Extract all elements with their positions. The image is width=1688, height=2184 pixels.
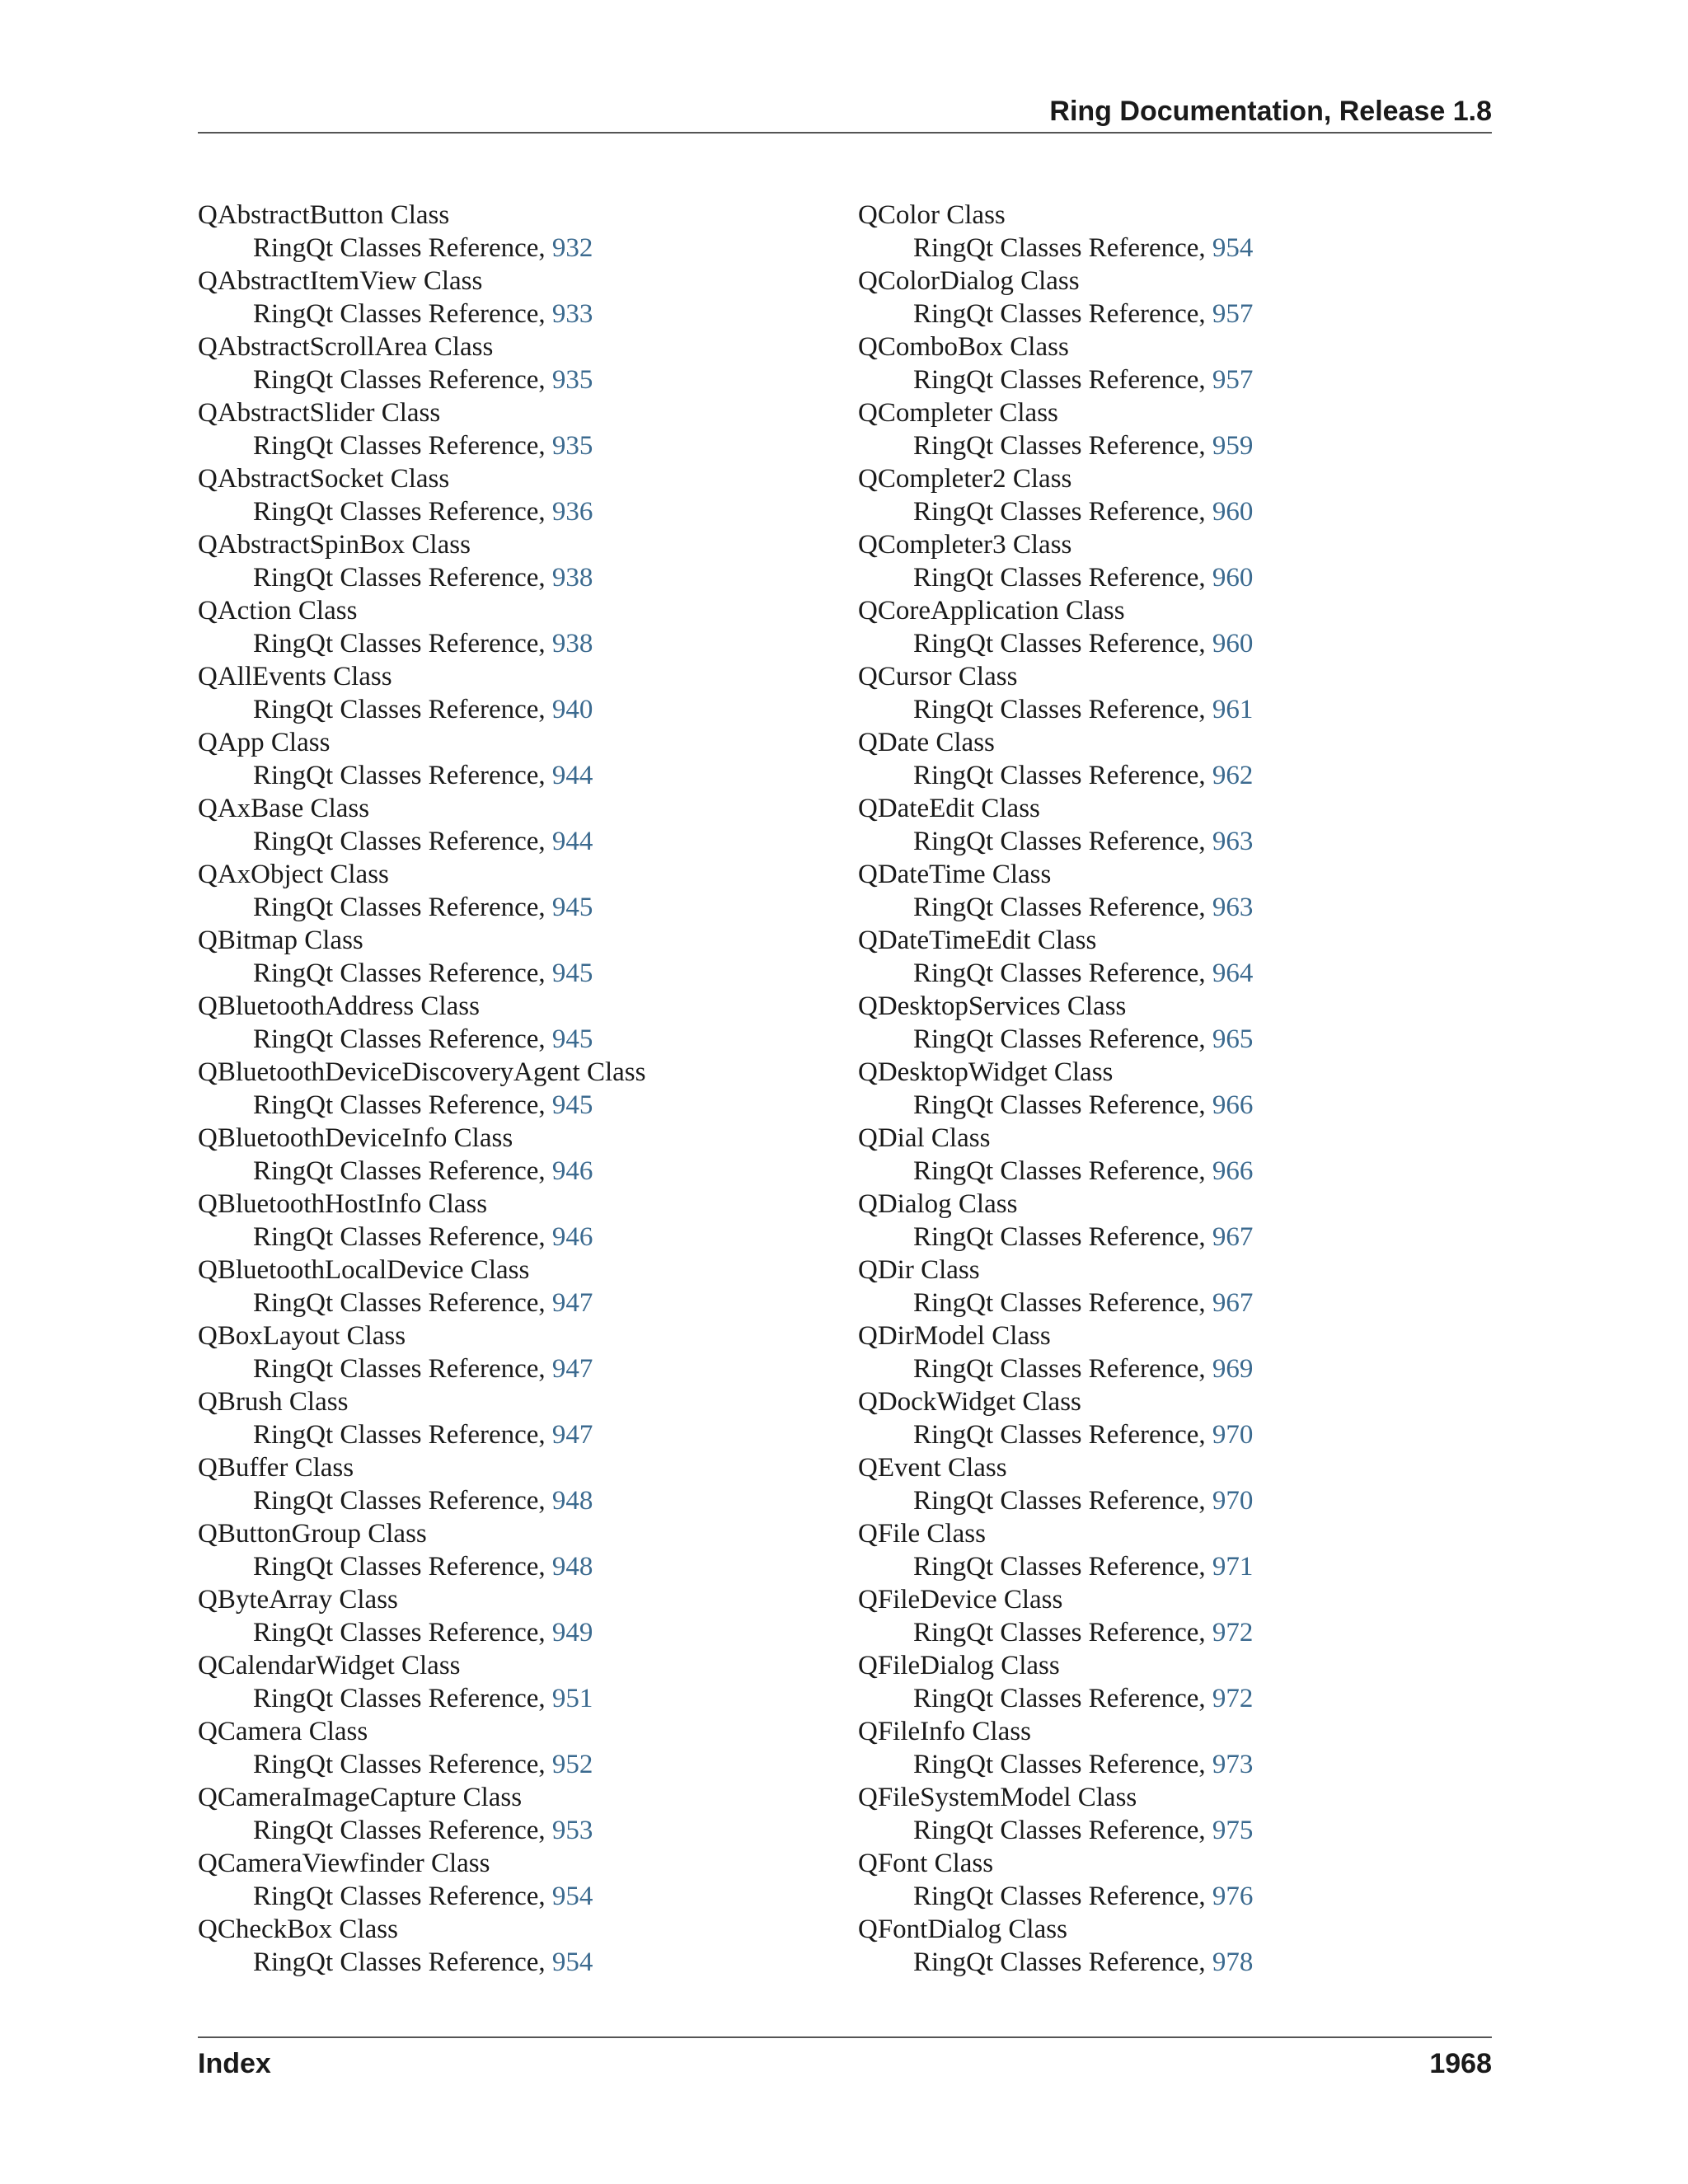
reference-label: RingQt Classes Reference, xyxy=(253,1486,552,1516)
reference-label: RingQt Classes Reference, xyxy=(913,761,1212,790)
reference-label: RingQt Classes Reference, xyxy=(253,1222,552,1252)
reference-label: RingQt Classes Reference, xyxy=(913,1750,1212,1779)
index-entry-name: QAction Class xyxy=(198,596,358,626)
reference-label: RingQt Classes Reference, xyxy=(253,233,552,263)
index-entry-name: QDirModel Class xyxy=(858,1321,1051,1351)
reference-label: RingQt Classes Reference, xyxy=(253,893,552,922)
footer-page-number: 1968 xyxy=(1429,2048,1492,2079)
index-entry-reference xyxy=(858,495,1501,528)
index-entry-reference xyxy=(858,298,1501,330)
page-link[interactable]: 960 xyxy=(1212,629,1254,658)
page-link[interactable]: 978 xyxy=(1212,1947,1254,1977)
index-entry-reference xyxy=(858,1418,1501,1451)
page-link[interactable]: 952 xyxy=(551,1750,593,1779)
reference-label: RingQt Classes Reference, xyxy=(253,497,552,527)
reference-label: RingQt Classes Reference, xyxy=(253,761,552,790)
page-link[interactable]: 961 xyxy=(1212,695,1254,724)
index-entry-reference xyxy=(858,1946,1501,1979)
index-entry-reference xyxy=(198,1550,841,1583)
reference-label: RingQt Classes Reference, xyxy=(253,563,552,593)
index-entry-name: QDial Class xyxy=(858,1123,991,1153)
page-link[interactable]: 970 xyxy=(1212,1420,1254,1450)
reference-label: RingQt Classes Reference, xyxy=(913,1552,1212,1582)
reference-label: RingQt Classes Reference, xyxy=(253,1552,552,1582)
reference-label: RingQt Classes Reference, xyxy=(913,1486,1212,1516)
page-link[interactable]: 967 xyxy=(1212,1288,1254,1318)
index-entry-name: QDialog Class xyxy=(858,1189,1018,1219)
index-entry-reference xyxy=(858,1880,1501,1913)
index-entry-reference xyxy=(198,1814,841,1847)
index-entry-name: QDateEdit Class xyxy=(858,794,1040,823)
index-entry-reference xyxy=(198,957,841,990)
index-entry-reference xyxy=(198,1880,841,1913)
index-entry-name: QDockWidget Class xyxy=(858,1387,1081,1417)
page-link[interactable]: 954 xyxy=(551,1882,593,1911)
index-entry-name: QFontDialog Class xyxy=(858,1915,1067,1944)
page-link[interactable]: 975 xyxy=(1212,1816,1254,1845)
reference-label: RingQt Classes Reference, xyxy=(253,629,552,658)
reference-label: RingQt Classes Reference, xyxy=(913,629,1212,658)
reference-label: RingQt Classes Reference, xyxy=(913,1156,1212,1186)
page-link[interactable]: 935 xyxy=(551,431,593,461)
index-entry-reference xyxy=(858,1286,1501,1319)
reference-label: RingQt Classes Reference, xyxy=(913,958,1212,988)
index-entry-reference xyxy=(858,759,1501,792)
index-entry-name: QBluetoothLocalDevice Class xyxy=(198,1255,530,1285)
index-entry-name: QBluetoothAddress Class xyxy=(198,991,480,1021)
reference-label: RingQt Classes Reference, xyxy=(913,497,1212,527)
index-entry-name: QColor Class xyxy=(858,200,1006,230)
page-link[interactable]: 935 xyxy=(551,365,593,395)
page-link[interactable]: 973 xyxy=(1212,1750,1254,1779)
page-link[interactable]: 963 xyxy=(1212,893,1254,922)
page-link[interactable]: 959 xyxy=(1212,431,1254,461)
page-link[interactable]: 954 xyxy=(1212,233,1254,263)
page-link[interactable]: 963 xyxy=(1212,827,1254,856)
index-entry-reference xyxy=(198,561,841,594)
page-link[interactable]: 969 xyxy=(1212,1354,1254,1384)
index-entry-reference xyxy=(858,1748,1501,1781)
index-entry-name: QButtonGroup Class xyxy=(198,1519,427,1549)
reference-label: RingQt Classes Reference, xyxy=(253,1750,552,1779)
index-entry-reference xyxy=(858,1814,1501,1847)
index-entry-name: QCursor Class xyxy=(858,662,1018,691)
index-entry-reference xyxy=(198,495,841,528)
page-link[interactable]: 933 xyxy=(551,299,593,329)
page-link[interactable]: 965 xyxy=(1212,1024,1254,1054)
reference-label: RingQt Classes Reference, xyxy=(913,299,1212,329)
index-entry-reference xyxy=(858,957,1501,990)
page-link[interactable]: 932 xyxy=(551,233,593,263)
index-entry-reference xyxy=(858,825,1501,858)
reference-label: RingQt Classes Reference, xyxy=(913,1420,1212,1450)
index-entry-reference xyxy=(198,1946,841,1979)
index-entry-reference xyxy=(858,693,1501,726)
index-entry-name: QBoxLayout Class xyxy=(198,1321,406,1351)
index-entry-name: QAllEvents Class xyxy=(198,662,392,691)
index-entry-reference xyxy=(198,1221,841,1254)
page-link[interactable]: 957 xyxy=(1212,365,1254,395)
page-link[interactable]: 960 xyxy=(1212,497,1254,527)
index-entry-reference xyxy=(858,232,1501,265)
index-entry-name: QDateTime Class xyxy=(858,860,1052,889)
reference-label: RingQt Classes Reference, xyxy=(253,431,552,461)
reference-label: RingQt Classes Reference, xyxy=(913,431,1212,461)
page-link[interactable]: 946 xyxy=(551,1222,593,1252)
reference-label: RingQt Classes Reference, xyxy=(913,563,1212,593)
index-entry-reference xyxy=(198,1155,841,1188)
page-link[interactable]: 945 xyxy=(551,1090,593,1120)
reference-label: RingQt Classes Reference, xyxy=(913,1354,1212,1384)
index-entry-name: QColorDialog Class xyxy=(858,266,1080,296)
reference-label: RingQt Classes Reference, xyxy=(253,1618,552,1647)
page-link[interactable]: 944 xyxy=(551,827,593,856)
reference-label: RingQt Classes Reference, xyxy=(913,1222,1212,1252)
page-header xyxy=(198,92,1492,134)
index-entry-name: QCoreApplication Class xyxy=(858,596,1125,626)
index-entry-reference xyxy=(198,363,841,396)
index-entry-name: QCameraViewfinder Class xyxy=(198,1849,490,1878)
reference-label: RingQt Classes Reference, xyxy=(913,1816,1212,1845)
page-link[interactable]: 962 xyxy=(1212,761,1254,790)
reference-label: RingQt Classes Reference, xyxy=(253,827,552,856)
index-entry-name: QCompleter Class xyxy=(858,398,1058,428)
index-entry-reference xyxy=(858,891,1501,924)
index-entry-name: QCompleter3 Class xyxy=(858,530,1072,560)
index-entry-reference xyxy=(198,1023,841,1056)
index-entry-reference xyxy=(858,1023,1501,1056)
page-link[interactable]: 948 xyxy=(551,1486,593,1516)
page-link[interactable]: 948 xyxy=(551,1552,593,1582)
page-link[interactable]: 957 xyxy=(1212,299,1254,329)
index-entry-name: QAbstractButton Class xyxy=(198,200,450,230)
index-entry-reference xyxy=(198,298,841,330)
index-entry-reference xyxy=(858,1484,1501,1517)
index-column-left xyxy=(198,199,841,1979)
reference-label: RingQt Classes Reference, xyxy=(913,1882,1212,1911)
page-link[interactable]: 947 xyxy=(551,1288,593,1318)
index-entry-reference xyxy=(858,1155,1501,1188)
page-link[interactable]: 976 xyxy=(1212,1882,1254,1911)
page-link[interactable]: 945 xyxy=(551,1024,593,1054)
index-entry-reference xyxy=(858,627,1501,660)
reference-label: RingQt Classes Reference, xyxy=(253,1354,552,1384)
index-entry-name: QComboBox Class xyxy=(858,332,1069,362)
index-entry-name: QFont Class xyxy=(858,1849,994,1878)
index-entry-name: QFileInfo Class xyxy=(858,1717,1031,1746)
page-link[interactable]: 960 xyxy=(1212,563,1254,593)
index-entry-name: QBluetoothDeviceDiscoveryAgent Class xyxy=(198,1057,646,1087)
index-entry-reference xyxy=(858,1089,1501,1122)
page-link[interactable]: 945 xyxy=(551,893,593,922)
page-link[interactable]: 970 xyxy=(1212,1486,1254,1516)
index-entry-reference xyxy=(198,1089,841,1122)
index-entry-name: QBrush Class xyxy=(198,1387,349,1417)
index-entry-name: QFileDevice Class xyxy=(858,1585,1063,1615)
index-entry-name: QDir Class xyxy=(858,1255,980,1285)
index-entry-name: QDesktopWidget Class xyxy=(858,1057,1114,1087)
page-link[interactable]: 938 xyxy=(551,629,593,658)
page-link[interactable]: 949 xyxy=(551,1618,593,1647)
index-entry-name: QCameraImageCapture Class xyxy=(198,1783,523,1812)
reference-label: RingQt Classes Reference, xyxy=(913,695,1212,724)
page-link[interactable]: 967 xyxy=(1212,1222,1254,1252)
index-entry-reference xyxy=(198,232,841,265)
index-entry-reference xyxy=(198,1748,841,1781)
index-entry-reference xyxy=(198,1286,841,1319)
page-link[interactable]: 954 xyxy=(551,1947,593,1977)
reference-label: RingQt Classes Reference, xyxy=(253,1288,552,1318)
index-entry-name: QFile Class xyxy=(858,1519,986,1549)
index-entry-reference xyxy=(198,627,841,660)
page-link[interactable]: 944 xyxy=(551,761,593,790)
page-link[interactable]: 940 xyxy=(551,695,593,724)
reference-label: RingQt Classes Reference, xyxy=(913,827,1212,856)
page-footer xyxy=(198,2036,1492,2084)
index-entry-name: QDesktopServices Class xyxy=(858,991,1127,1021)
index-column-right xyxy=(858,199,1501,1979)
index-entry-reference xyxy=(858,363,1501,396)
reference-label: RingQt Classes Reference, xyxy=(253,958,552,988)
page-link[interactable]: 972 xyxy=(1212,1684,1254,1713)
index-entry-reference xyxy=(198,825,841,858)
page-link[interactable]: 951 xyxy=(551,1684,593,1713)
index-entry-reference xyxy=(198,759,841,792)
reference-label: RingQt Classes Reference, xyxy=(253,1882,552,1911)
reference-label: RingQt Classes Reference, xyxy=(913,1024,1212,1054)
footer-section: Index xyxy=(198,2048,271,2079)
index-entry-name: QDate Class xyxy=(858,728,995,757)
index-entry-reference xyxy=(198,891,841,924)
reference-label: RingQt Classes Reference, xyxy=(253,1816,552,1845)
reference-label: RingQt Classes Reference, xyxy=(913,1288,1212,1318)
index-entry-reference xyxy=(198,1484,841,1517)
index-entry-reference xyxy=(858,1616,1501,1649)
index-entry-reference xyxy=(198,1616,841,1649)
index-entry-reference xyxy=(198,1682,841,1715)
index-entry-name: QBluetoothDeviceInfo Class xyxy=(198,1123,513,1153)
reference-label: RingQt Classes Reference, xyxy=(913,1947,1212,1977)
index-entry-name: QCheckBox Class xyxy=(198,1915,398,1944)
index-entry-name: QAbstractSocket Class xyxy=(198,464,450,494)
index-entry-reference xyxy=(858,1352,1501,1385)
index-entry-name: QBuffer Class xyxy=(198,1453,354,1483)
reference-label: RingQt Classes Reference, xyxy=(253,365,552,395)
index-entry-name: QAbstractItemView Class xyxy=(198,266,483,296)
index-entry-name: QAxBase Class xyxy=(198,794,370,823)
reference-label: RingQt Classes Reference, xyxy=(253,1420,552,1450)
page-link[interactable]: 946 xyxy=(551,1156,593,1186)
page-link[interactable]: 966 xyxy=(1212,1156,1254,1186)
page-link[interactable]: 936 xyxy=(551,497,593,527)
page-link[interactable]: 953 xyxy=(551,1816,593,1845)
index-entry-name: QApp Class xyxy=(198,728,331,757)
reference-label: RingQt Classes Reference, xyxy=(253,1156,552,1186)
reference-label: RingQt Classes Reference, xyxy=(253,1090,552,1120)
page-link[interactable]: 945 xyxy=(551,958,593,988)
reference-label: RingQt Classes Reference, xyxy=(913,233,1212,263)
index-entry-reference xyxy=(858,429,1501,462)
index-entry-reference xyxy=(858,561,1501,594)
page-link[interactable]: 947 xyxy=(551,1420,593,1450)
index-entry-reference xyxy=(198,693,841,726)
index-entry-name: QCompleter2 Class xyxy=(858,464,1072,494)
reference-label: RingQt Classes Reference, xyxy=(253,1947,552,1977)
index-entry-reference xyxy=(858,1550,1501,1583)
index-entry-reference xyxy=(858,1221,1501,1254)
reference-label: RingQt Classes Reference, xyxy=(253,695,552,724)
page-link[interactable]: 964 xyxy=(1212,958,1254,988)
reference-label: RingQt Classes Reference, xyxy=(913,1684,1212,1713)
index-entry-reference xyxy=(858,1682,1501,1715)
index-entry-name: QDateTimeEdit Class xyxy=(858,926,1097,955)
index-entry-name: QByteArray Class xyxy=(198,1585,398,1615)
index-entry-name: QEvent Class xyxy=(858,1453,1007,1483)
reference-label: RingQt Classes Reference, xyxy=(253,1024,552,1054)
index-entry-name: QCalendarWidget Class xyxy=(198,1651,461,1680)
index-entry-name: QCamera Class xyxy=(198,1717,368,1746)
page-link[interactable]: 972 xyxy=(1212,1618,1254,1647)
index-entry-name: QAbstractSlider Class xyxy=(198,398,441,428)
page-link[interactable]: 966 xyxy=(1212,1090,1254,1120)
index-entry-name: QAbstractScrollArea Class xyxy=(198,332,494,362)
reference-label: RingQt Classes Reference, xyxy=(253,299,552,329)
page-link[interactable]: 947 xyxy=(551,1354,593,1384)
index-entry-reference xyxy=(198,1352,841,1385)
reference-label: RingQt Classes Reference, xyxy=(913,893,1212,922)
reference-label: RingQt Classes Reference, xyxy=(913,1618,1212,1647)
index-entry-name: QAbstractSpinBox Class xyxy=(198,530,471,560)
index-entry-name: QFileDialog Class xyxy=(858,1651,1060,1680)
index-entry-name: QAxObject Class xyxy=(198,860,389,889)
index-entry-name: QBitmap Class xyxy=(198,926,363,955)
reference-label: RingQt Classes Reference, xyxy=(913,1090,1212,1120)
reference-label: RingQt Classes Reference, xyxy=(913,365,1212,395)
index-entry-name: QFileSystemModel Class xyxy=(858,1783,1137,1812)
page-link[interactable]: 938 xyxy=(551,563,593,593)
index-entry-reference xyxy=(198,429,841,462)
index-entry-name: QBluetoothHostInfo Class xyxy=(198,1189,488,1219)
page-link[interactable]: 971 xyxy=(1212,1552,1254,1582)
document-title: Ring Documentation, Release 1.8 xyxy=(1049,96,1492,127)
reference-label: RingQt Classes Reference, xyxy=(253,1684,552,1713)
index-entry-reference xyxy=(198,1418,841,1451)
